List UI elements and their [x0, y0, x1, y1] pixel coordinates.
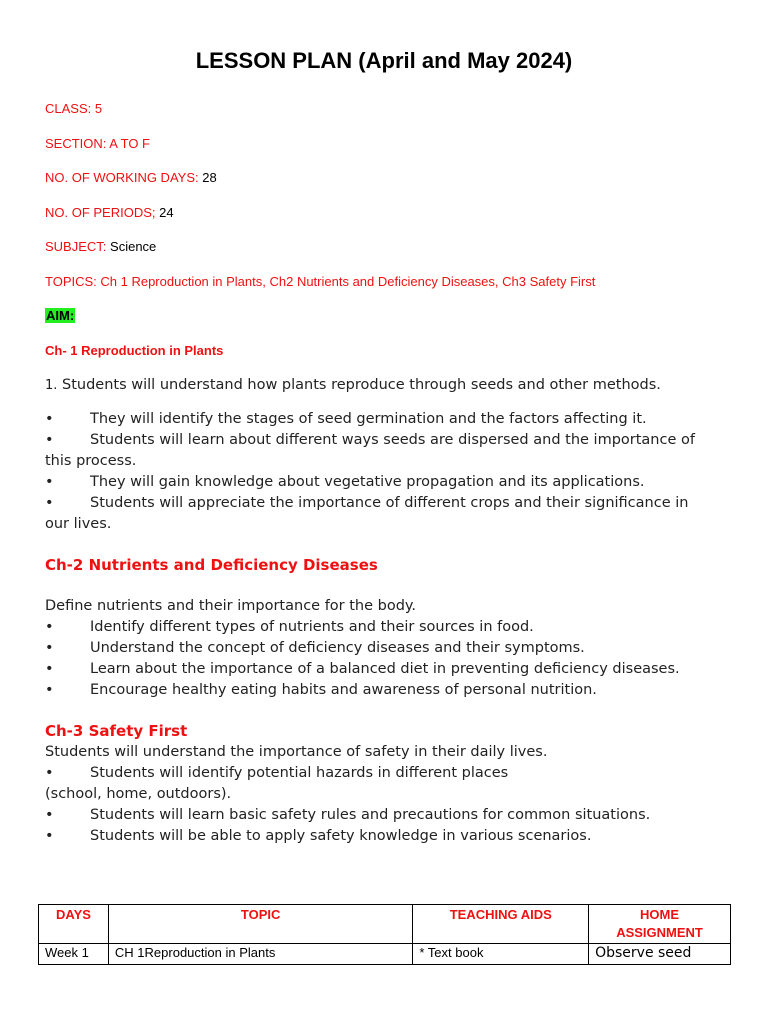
- table-row: [39, 944, 731, 965]
- class-value: 5: [94, 101, 103, 116]
- subject-value: Science: [110, 239, 157, 254]
- working-days-label: NO. OF WORKING DAYS:: [45, 170, 199, 185]
- list-item: • Encourage healthy eating habits and awareness of personal nutrition.: [45, 682, 597, 698]
- list-item: • They will identify the stages of seed germination and the factors affecting it.: [45, 411, 647, 427]
- lesson-plan-table: [38, 904, 731, 965]
- list-item: • Identify different types of nutrients and their sources in food.: [45, 619, 534, 635]
- section-line: SECTION: A TO F: [45, 136, 150, 151]
- ch3-list: [45, 742, 735, 847]
- header-teaching-aids: TEACHING AIDS: [413, 905, 589, 944]
- subject-line: [45, 239, 156, 254]
- cell-topic: CH 1Reproduction in Plants: [108, 944, 412, 965]
- list-item: • Students will learn basic safety rules and precautions for common situations.: [45, 807, 651, 823]
- header-days: DAYS: [39, 905, 109, 944]
- periods-line: [45, 205, 174, 220]
- ch2-heading: Ch-2 Nutrients and Deficiency Diseases: [45, 556, 378, 574]
- list-item-continuation: this process.: [45, 453, 137, 469]
- ch1-bullet-list: [45, 409, 735, 535]
- list-item: • Students will be able to apply safety knowledge in various scenarios.: [45, 828, 592, 844]
- subject-label: SUBJECT:: [45, 239, 107, 254]
- aim-label: AIM:: [46, 308, 75, 323]
- cell-days: Week 1: [39, 944, 109, 965]
- ch1-intro-text: Students will understand how plants reproduce through seeds and other methods.: [62, 377, 661, 393]
- ch2-intro: Define nutrients and their importance for the body.: [45, 598, 417, 614]
- cell-home-assignment: Observe seed: [589, 944, 731, 965]
- list-item: • Learn about the importance of a balanced diet in preventing deficiency diseases.: [45, 661, 680, 677]
- ch1-intro: [45, 375, 735, 396]
- intro-number: 1.: [45, 378, 58, 393]
- ch2-list: [45, 596, 735, 701]
- working-days-value: 28: [202, 170, 217, 185]
- periods-label: NO. OF PERIODS;: [45, 205, 156, 220]
- list-item-continuation: (school, home, outdoors).: [45, 786, 232, 802]
- ch3-intro: Students will understand the importance of safety in their daily lives.: [45, 744, 548, 760]
- topics-line: TOPICS: Ch 1 Reproduction in Plants, Ch2 Nutrients and Deficiency Diseases, Ch3 Safety First: [45, 274, 596, 289]
- page-title: LESSON PLAN (April and May 2024): [195, 48, 573, 73]
- working-days-line: [45, 170, 217, 185]
- ch3-heading: Ch-3 Safety First: [45, 722, 188, 740]
- list-item: • Understand the concept of deficiency diseases and their symptoms.: [45, 640, 585, 656]
- ch1-heading: Ch- 1 Reproduction in Plants: [45, 343, 224, 358]
- table-header-row: [39, 905, 731, 944]
- class-label: CLASS:: [45, 101, 92, 116]
- list-item: • Students will learn about different ways seeds are dispersed and the importance of: [45, 432, 695, 448]
- header-topic: TOPIC: [108, 905, 412, 944]
- cell-teaching-aids: * Text book: [413, 944, 589, 965]
- list-item: • Students will identify potential hazards in different places: [45, 765, 509, 781]
- list-item: • They will gain knowledge about vegetative propagation and its applications.: [45, 474, 645, 490]
- class-line: [45, 101, 102, 116]
- periods-value: 24: [159, 205, 174, 220]
- header-home-assignment: HOME ASSIGNMENT: [589, 905, 731, 944]
- list-item: • Students will appreciate the importance of different crops and their significance in: [45, 495, 689, 511]
- list-item-continuation: our lives.: [45, 516, 112, 532]
